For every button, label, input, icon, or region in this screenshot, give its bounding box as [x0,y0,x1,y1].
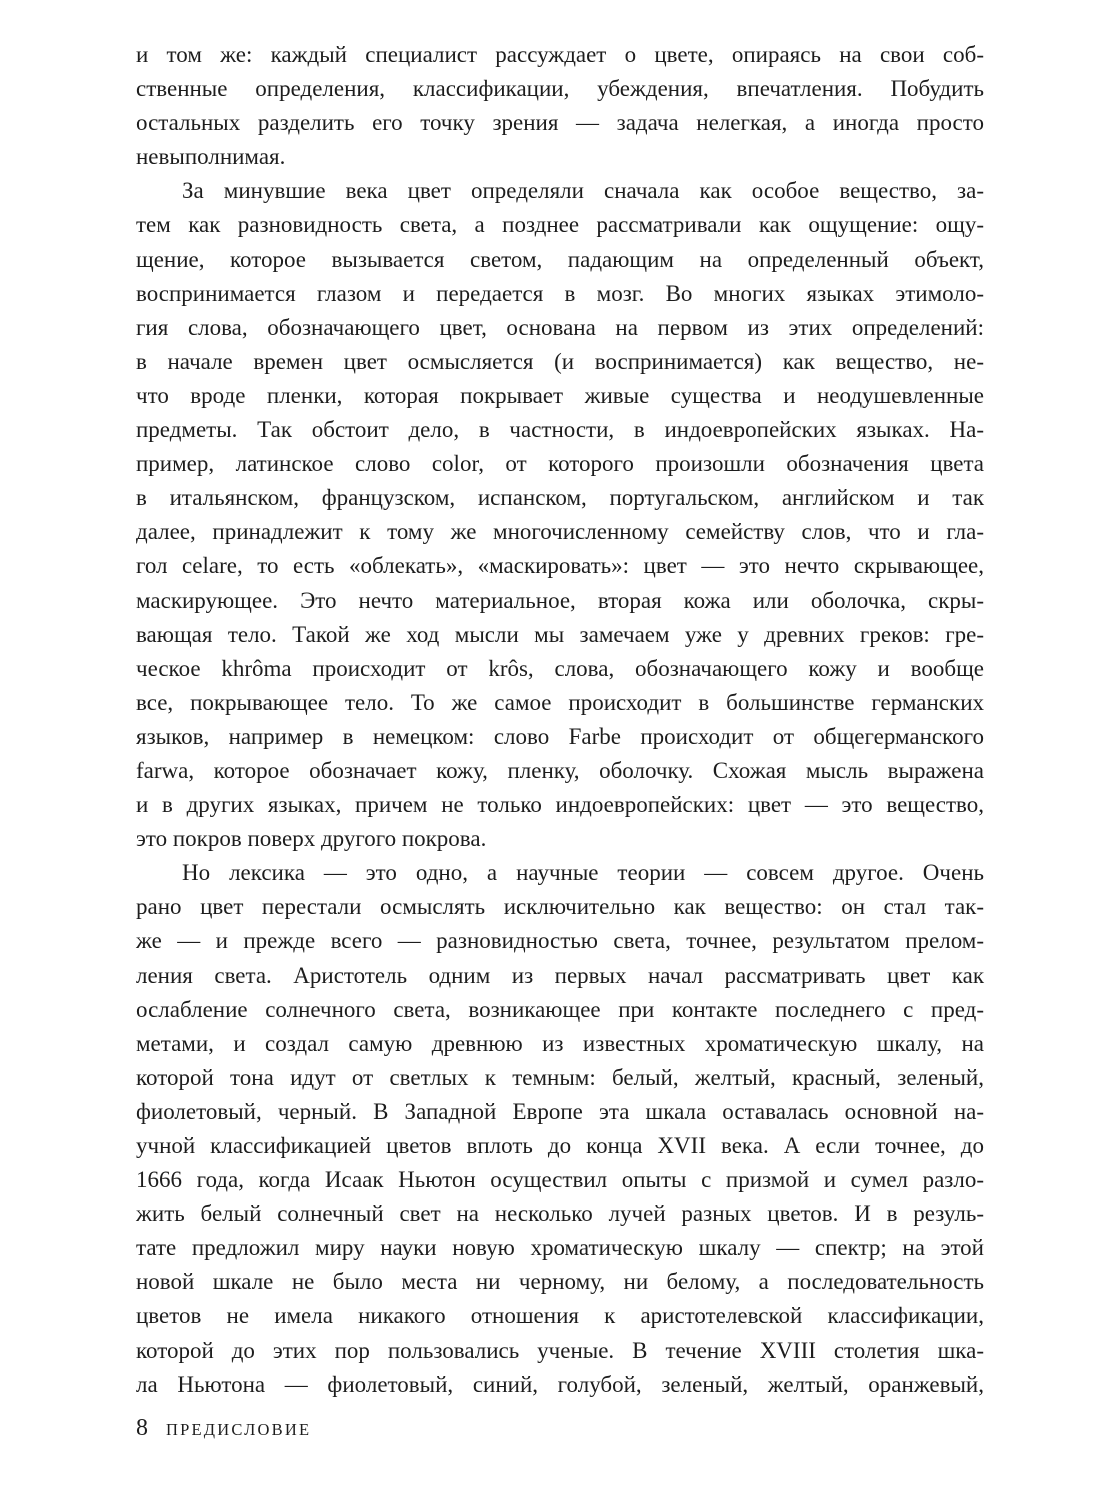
text-line: предметы. Так обстоит дело, в частности, в индоевропейских языках. На- [136,417,984,443]
text-line: что вроде пленки, которая покрывает живые существа и неодушевленные [136,382,984,408]
text-line: ления света. Аристотель одним из первых начал рассматривать цвет как [136,962,984,988]
text-line: ственные определения, классификации, убеждения, впечатления. Побудить [136,76,984,102]
text-line: в начале времен цвет осмысляется (и воспринимается) как вещество, не- [136,348,984,374]
body-text [136,38,984,1402]
paragraph [136,856,984,1402]
text-line: учной классификацией цветов вплоть до конца XVII века. А если точнее, до [136,1133,984,1158]
page-footer [136,1415,311,1442]
text-line: ослабление солнечного света, возникающее при контакте последнего с пред- [136,996,984,1022]
text-line: жить белый солнечный свет на несколько лучей разных цветов. И в резуль- [136,1201,984,1227]
text-line: пример, латинское слово color, от которого произошли обозначения цвета [136,451,984,477]
text-line: и том же: каждый специалист рассуждает о цвете, опираясь на свои соб- [136,42,984,67]
text-line: в итальянском, французском, испанском, португальском, английском и так [136,485,984,511]
text-line: метами, и создал самую древнюю из известных хроматическую шкалу, на [136,1030,984,1056]
text-line: тате предложил миру науки новую хроматическую шкалу — спектр; на этой [136,1235,984,1261]
text-line: невыполнимая. [136,144,286,170]
text-line: остальных разделить его точку зрения — задача нелегкая, а иногда просто [136,110,984,136]
text-line: ческое khrôma происходит от krôs, слова, обозначающего кожу и вообще [136,655,984,681]
text-line: farwa, которое обозначает кожу, пленку, оболочку. Схожая мысль выражена [136,757,984,783]
text-line: гол celare, то есть «облекать», «маскировать»: цвет — это нечто скрывающее, [136,553,984,579]
text-line: вающая тело. Такой же ход мысли мы замечаем уже у древних греков: гре- [136,621,984,647]
text-line: рано цвет перестали осмыслять исключительно как вещество: он стал так- [136,894,984,920]
text-line: языков, например в немецком: слово Farbe происходит от общегерманского [136,723,984,749]
text-line: которой до этих пор пользовались ученые. В течение XVIII столетия шка- [136,1337,984,1363]
text-line: далее, принадлежит к тому же многочисленному семейству слов, что и гла- [136,519,984,545]
text-line: же — и прежде всего — разновидностью света, точнее, результатом прелом- [136,928,984,954]
text-line: воспринимается глазом и передается в мозг. Во многих языках этимоло- [136,280,984,306]
text-line: цветов не имела никакого отношения к аристотелевской классификации, [136,1303,984,1329]
text-line: фиолетовый, черный. В Западной Европе эта шкала оставалась основной на- [136,1098,984,1124]
text-line: тем как разновидность света, а позднее рассматривали как ощущение: ощу- [136,212,984,238]
page-number: 8 [136,1415,148,1441]
text-line: За минувшие века цвет определяли сначала как особое вещество, за- [182,178,984,204]
text-line: 1666 года, когда Исаак Ньютон осуществил опыты с призмой и сумел разло- [136,1167,984,1193]
text-line: ла Ньютона — фиолетовый, синий, голубой, зеленый, желтый, оранжевый, [136,1371,984,1397]
text-line: которой тона идут от светлых к темным: белый, желтый, красный, зеленый, [136,1064,984,1090]
text-line: щение, которое вызывается светом, падающим на определенный объект, [136,246,984,272]
text-line: новой шкале не было места ни черному, ни белому, а последовательность [136,1269,984,1295]
text-line: гия слова, обозначающего цвет, основана на первом из этих определений: [136,314,984,340]
running-section-title: ПРЕДИСЛОВИЕ [166,1420,312,1439]
text-line: и в других языках, причем не только индоевропейских: цвет — это вещество, [136,792,984,818]
text-line: маскирующее. Это нечто материальное, вторая кожа или оболочка, скры- [136,587,984,613]
paragraph [136,38,984,174]
text-line: Но лексика — это одно, а научные теории — совсем другое. Очень [182,860,984,886]
paragraph [136,174,984,856]
text-line: это покров поверх другого покрова. [136,826,487,852]
text-line: все, покрывающее тело. То же самое происходит в большинстве германских [136,689,984,715]
